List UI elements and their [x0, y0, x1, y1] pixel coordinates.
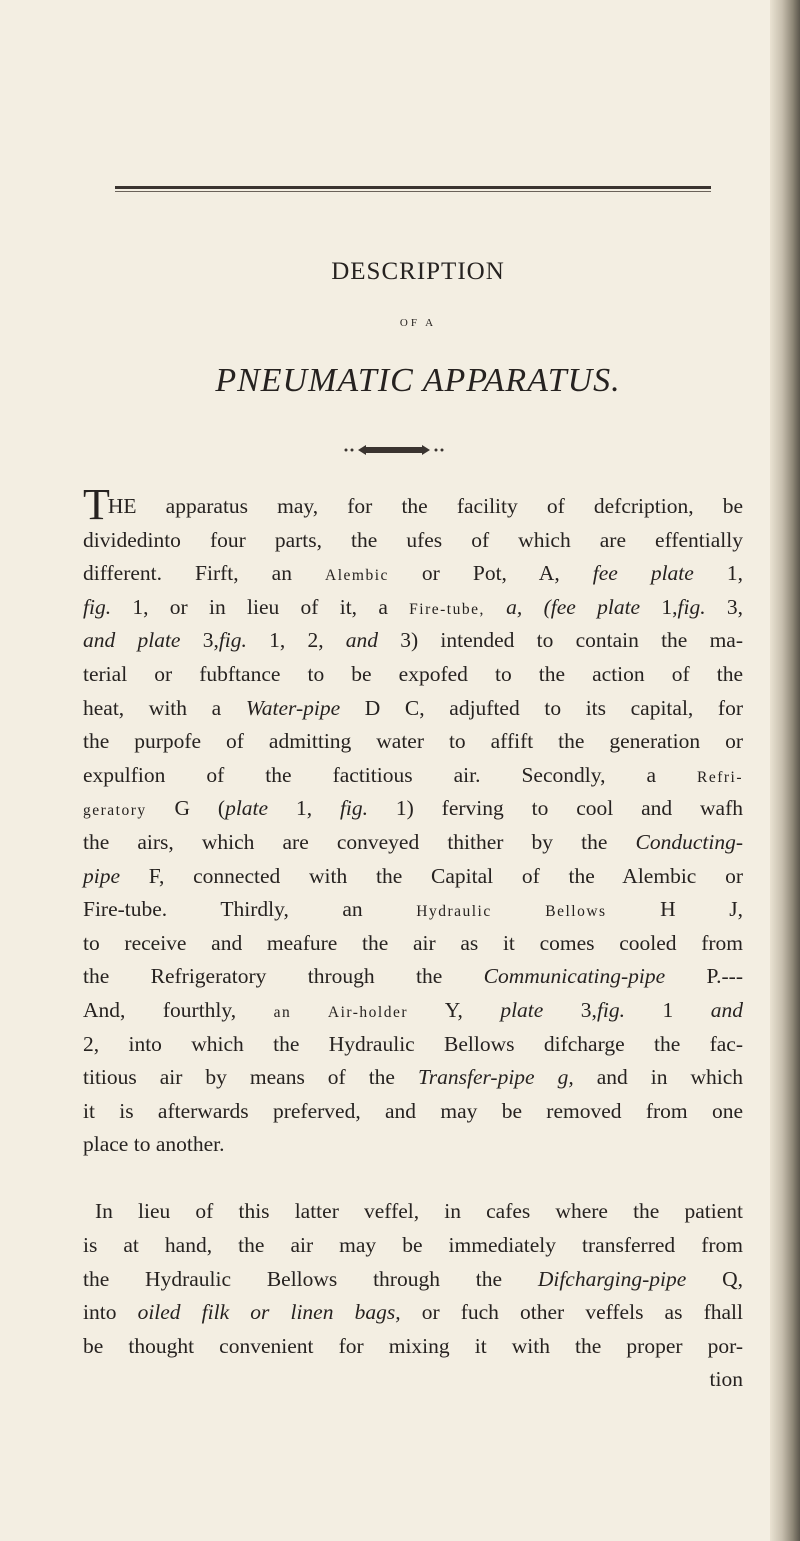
catchword: tion — [709, 1367, 743, 1392]
header-rule-thin — [115, 191, 711, 192]
text-line: expulfion of the factitious air. Secondly, a Refri- — [83, 762, 743, 787]
text-line: And, fourthly, an Air-holder Y, plate 3,fig. 1 and — [83, 997, 743, 1022]
text-line: fig. 1, or in lieu of it, a Fire-tube, a, (fee plate 1,fig. 3, — [83, 594, 744, 619]
page-title: PNEUMATIC APPARATUS. — [215, 362, 621, 399]
text-line: Fire-tube. Thirdly, an Hydraulic Bellows H J, — [83, 897, 743, 922]
text-line: 2, into which the Hydraulic Bellows difcharge the fac- — [83, 1031, 743, 1056]
text-line: is at hand, the air may be immediately transferred from — [83, 1233, 743, 1258]
page-edge-shadow — [770, 0, 800, 1541]
text-line: be thought convenient for mixing it with the proper por- — [83, 1333, 743, 1358]
text-line: terial or fubftance to be expofed to the action of the — [83, 661, 743, 686]
text-line: place to another. — [83, 1132, 225, 1157]
text-line: the purpofe of admitting water to affift the generation or — [83, 729, 743, 754]
header-rule — [115, 186, 711, 189]
text-line: to receive and meafure the air as it comes cooled from — [83, 930, 743, 955]
text-line: geratory G (plate 1, fig. 1) ferving to cool and wafh — [83, 796, 744, 821]
ornament-divider — [342, 440, 447, 460]
text-line: the Hydraulic Bellows through the Difcharging-pipe Q, — [83, 1266, 744, 1291]
text-line: pipe F, connected with the Capital of the Alembic or — [83, 863, 743, 888]
text-line: and plate 3,fig. 1, 2, and 3) intended to contain the ma- — [83, 628, 743, 653]
text-line: different. Firft, an Alembic or Pot, A, fee plate 1, — [83, 561, 743, 586]
text-line: it is afterwards preferved, and may be removed from one — [83, 1098, 743, 1123]
text-line: titious air by means of the Transfer-pipe g, and in which — [83, 1065, 743, 1090]
text-line: the airs, which are conveyed thither by the Conducting- — [83, 829, 743, 854]
text-line: THE apparatus may, for the facility of defcription, be — [83, 480, 743, 529]
body-text — [83, 480, 744, 1397]
heading-of-a: OF A — [399, 317, 437, 329]
text-line: In lieu of this latter veffel, in cafes where the patient — [95, 1199, 743, 1224]
heading-description: DESCRIPTION — [331, 258, 505, 285]
text-line: heat, with a Water-pipe D C, adjufted to its capital, for — [83, 695, 743, 720]
text-line: dividedinto four parts, the ufes of which are effentially — [83, 527, 743, 552]
text-line: into oiled filk or linen bags, or fuch other veffels as fhall — [83, 1300, 743, 1325]
drop-cap: T — [83, 480, 110, 529]
text-line: the Refrigeratory through the Communicating-pipe P.--- — [83, 964, 743, 989]
